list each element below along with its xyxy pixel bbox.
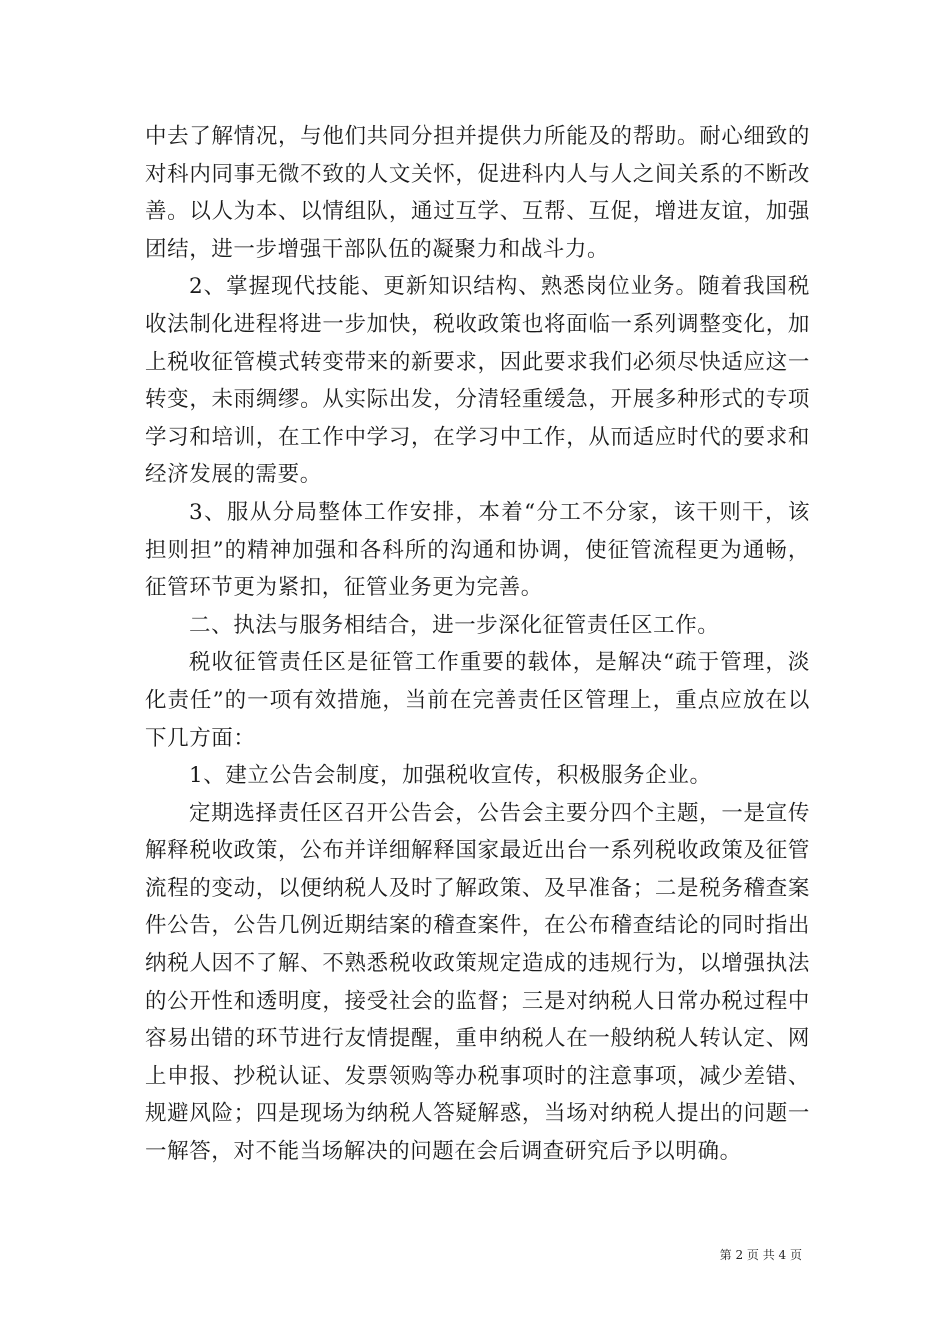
paragraph-section-intro: 税收征管责任区是征管工作重要的载体，是解决“疏于管理，淡化责任”的一项有效措施，当前在完善责任区管理上，重点应放在以下几方面： <box>145 650 810 751</box>
paragraph-continuation: 中去了解情况，与他们共同分担并提供力所能及的帮助。耐心细致的对科内同事无微不致的人文关怀，促进科内人与人之间关系的不断改善。以人为本、以情组队，通过互学、互帮、互促，增进友谊，加强团结，进一步增强干部队伍的凝聚力和战斗力。 <box>145 124 810 262</box>
section-heading-2: 二、执法与服务相结合，进一步深化征管责任区工作。 <box>189 612 720 638</box>
paragraph-item-2: 2、掌握现代技能、更新知识结构、熟悉岗位业务。随着我国税收法制化进程将进一步加快，税收政策也将面临一系列调整变化，加上税收征管模式转变带来的新要求，因此要求我们必须尽快适应这一转变，未雨绸缪。从实际出发，分清轻重缓急，开展多种形式的专项学习和培训，在工作中学习，在学习中工作，从而适应时代的要求和经济发展的需要。 <box>145 274 810 488</box>
subsection-heading-1: 1、建立公告会制度，加强税收宣传，积极服务企业。 <box>189 763 712 789</box>
document-body <box>145 118 810 1171</box>
page-number-footer: 第 2 页 共 4 页 <box>719 1248 802 1262</box>
paragraph-announcement-details: 定期选择责任区召开公告会，公告会主要分四个主题，一是宣传解释税收政策，公布并详细解释国家最近出台一系列税收政策及征管流程的变动，以便纳税人及时了解政策、及早准备；二是税务稽查案件公告，公告几例近期结案的稽查案件，在公布稽查结论的同时指出纳税人因不了解、不熟悉税收政策规定造成的违规行为，以增强执法的公开性和透明度，接受社会的监督；三是对纳税人日常办税过程中容易出错的环节进行友情提醒，重申纳税人在一般纳税人转认定、网上申报、抄税认证、发票领购等办税事项时的注意事项，减少差错、规避风险；四是现场为纳税人答疑解惑，当场对纳税人提出的问题一一解答，对不能当场解决的问题在会后调查研究后予以明确。 <box>145 800 810 1165</box>
paragraph-item-3: 3、服从分局整体工作安排，本着“分工不分家，该干则干，该担则担”的精神加强和各科所的沟通和协调，使征管流程更为通畅，征管环节更为紧扣，征管业务更为完善。 <box>145 499 810 601</box>
